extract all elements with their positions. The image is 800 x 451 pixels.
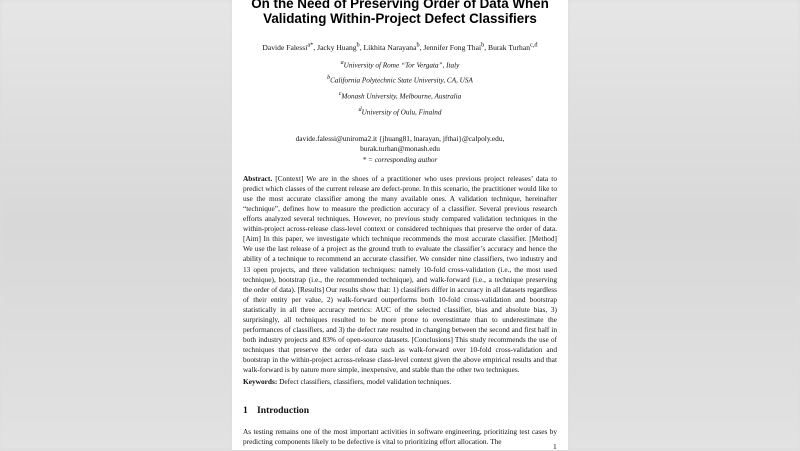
- section-heading: [243, 405, 557, 417]
- title-line-1: On the Need of Preserving Order of Data When: [251, 0, 549, 11]
- emails-line-1: davide.falessi@uniroma2.it {jhuang81, lnarayan, jfthai}@calpoly.edu,: [295, 134, 505, 144]
- author-list: [243, 40, 557, 52]
- page-content: [243, 0, 557, 447]
- affiliation: $^c$Monash University, Melbourne, Australia: [338, 91, 462, 101]
- affiliation: $^b$California Polytechnic State University, CA, USA: [327, 75, 473, 85]
- affiliation: $^a$University of Rome “Tor Vergata”, Italy: [340, 59, 460, 69]
- author: Likhita Narayana$^b$,: [363, 41, 424, 52]
- keywords: [243, 377, 557, 387]
- background-right: [568, 0, 800, 450]
- emails-line-2: burak.turhan@monash.edu: [360, 144, 440, 154]
- author: Davide Falessi$^{a*}$,: [262, 41, 318, 52]
- contact-emails: [243, 134, 557, 154]
- paper-title: [243, 0, 557, 26]
- affiliations: [243, 57, 557, 121]
- paper-page: [232, 0, 568, 450]
- keywords-text: Defect classifiers, classifiers, model validation techniques.: [277, 377, 452, 387]
- introduction-text: As testing remains one of the most important activities in software engineering, prioritizing test cases by predicting components likely to be defective is vital to prioritizing effort allocation. The: [243, 427, 557, 447]
- abstract: [243, 174, 557, 375]
- section-number: 1: [243, 405, 248, 417]
- corresponding-author-note: * = corresponding author: [362, 156, 438, 165]
- affiliation: $^d$University of Oulu, Finalnd: [358, 107, 442, 117]
- author: Jacky Huang$^b$,: [317, 41, 364, 52]
- abstract-text: [Context] We are in the shoes of a practitioner who uses previous project releases’ data to predict which classes of the current release are defect-prone. In this scenario, the practitioner would like to use the most accurate classifier among the many available ones. A validation technique, hereinafter “technique”, defines how to measure the prediction accuracy of a classifier. Several previous research efforts analyzed several techniques. However, no previous study compared validation techniques in the within-project across-release class-level context or considered techniques that preserve the order of data. [Aim] In this paper, we investigate which technique recommends the most accurate classifier. [Method] We use the last release of a project as the ground truth to evaluate the classifier’s accuracy and hence the ability of a technique to recommend an accurate classifier. We consider nine classifiers, two industry and 13 open projects, and three validation techniques: namely 10-fold cross-validation (i.e., the most used technique), bootstrap (i.e., the recommended technique), and walk-forward (i.e., a technique preserving the order of data). [Results] Our results show that: 1) classifiers differ in accuracy in all datasets regardless of their entity per value, 2) walk-forward outperforms both 10-fold cross-validation and bootstrap statistically in all three accuracy metrics: AUC of the selected classifier, bias and absolute bias, 3) surprisingly, all techniques resulted to be more prone to overestimate than to underestimate the performances of classifiers, and 3) the defect rate resulted in changing between the second and first half in both industry projects and 83% of open-source datasets. [Conclusions] This study recommends the use of techniques that preserve the order of data such as walk-forward over 10-fold cross-validation and bootstrap in the within-project across-release class-level context given the above empirical results and that walk-forward is by nature more simple, inexpensive, and stable than the other two techniques.: [243, 174, 557, 374]
- section-title: Introduction: [257, 405, 310, 417]
- background-left: [0, 0, 232, 450]
- title-line-2: Validating Within-Project Defect Classifiers: [263, 11, 537, 26]
- author: Jennifer Fong Thai$^b$,: [423, 41, 489, 52]
- author: Burak Turhan$^{c,d}$: [488, 41, 538, 52]
- abstract-label: Abstract.: [243, 174, 273, 184]
- keywords-label: Keywords:: [243, 377, 278, 387]
- page-number: 1: [553, 442, 557, 451]
